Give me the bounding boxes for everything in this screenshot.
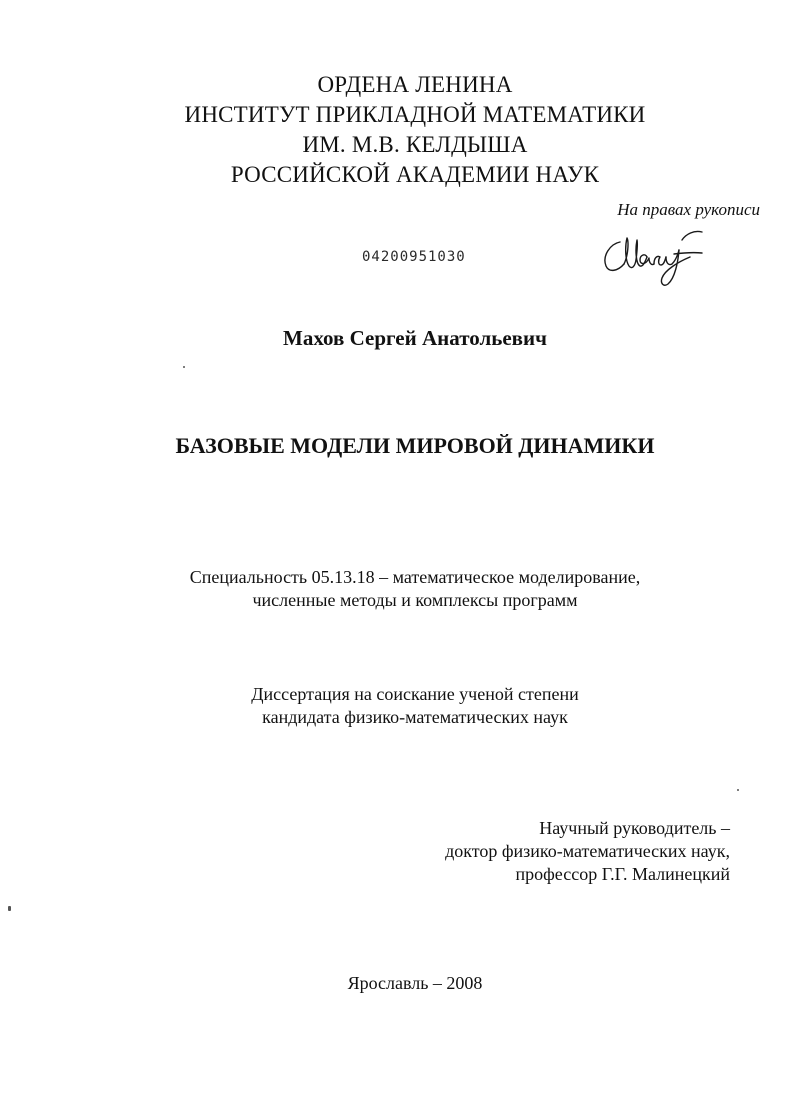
city-year: Ярославль – 2008 (347, 973, 483, 993)
institution-line: РОССИЙСКОЙ АКАДЕМИИ НАУК (230, 162, 600, 187)
author-name: Махов Сергей Анатольевич (283, 326, 547, 350)
handwritten-signature-icon (598, 220, 718, 290)
supervisor-line: профессор Г.Г. Малинецкий (515, 864, 730, 884)
dissertation-title: БАЗОВЫЕ МОДЕЛИ МИРОВОЙ ДИНАМИКИ (175, 433, 655, 458)
degree-block (0, 683, 793, 729)
specialty-line: Специальность 05.13.18 – математическое моделирование, (189, 567, 641, 587)
registration-number: 04200951030 (362, 249, 466, 265)
scan-speck (737, 789, 739, 791)
institution-header (0, 70, 793, 190)
scan-speck (183, 366, 185, 368)
institution-line: ОРДЕНА ЛЕНИНА (317, 72, 513, 97)
specialty-line: численные методы и комплексы программ (252, 590, 578, 610)
institution-line: ИНСТИТУТ ПРИКЛАДНОЙ МАТЕМАТИКИ (184, 102, 646, 127)
rights-note: На правах рукописи (617, 200, 760, 219)
scan-speck (8, 906, 11, 911)
degree-line: Диссертация на соискание ученой степени (251, 684, 579, 704)
institution-line: ИМ. М.В. КЕЛДЫША (302, 132, 528, 157)
specialty-block (0, 566, 793, 612)
degree-line: кандидата физико-математических наук (262, 707, 568, 727)
supervisor-line: Научный руководитель – (539, 818, 730, 838)
supervisor-block (380, 817, 730, 886)
supervisor-line: доктор физико-математических наук, (445, 841, 730, 861)
